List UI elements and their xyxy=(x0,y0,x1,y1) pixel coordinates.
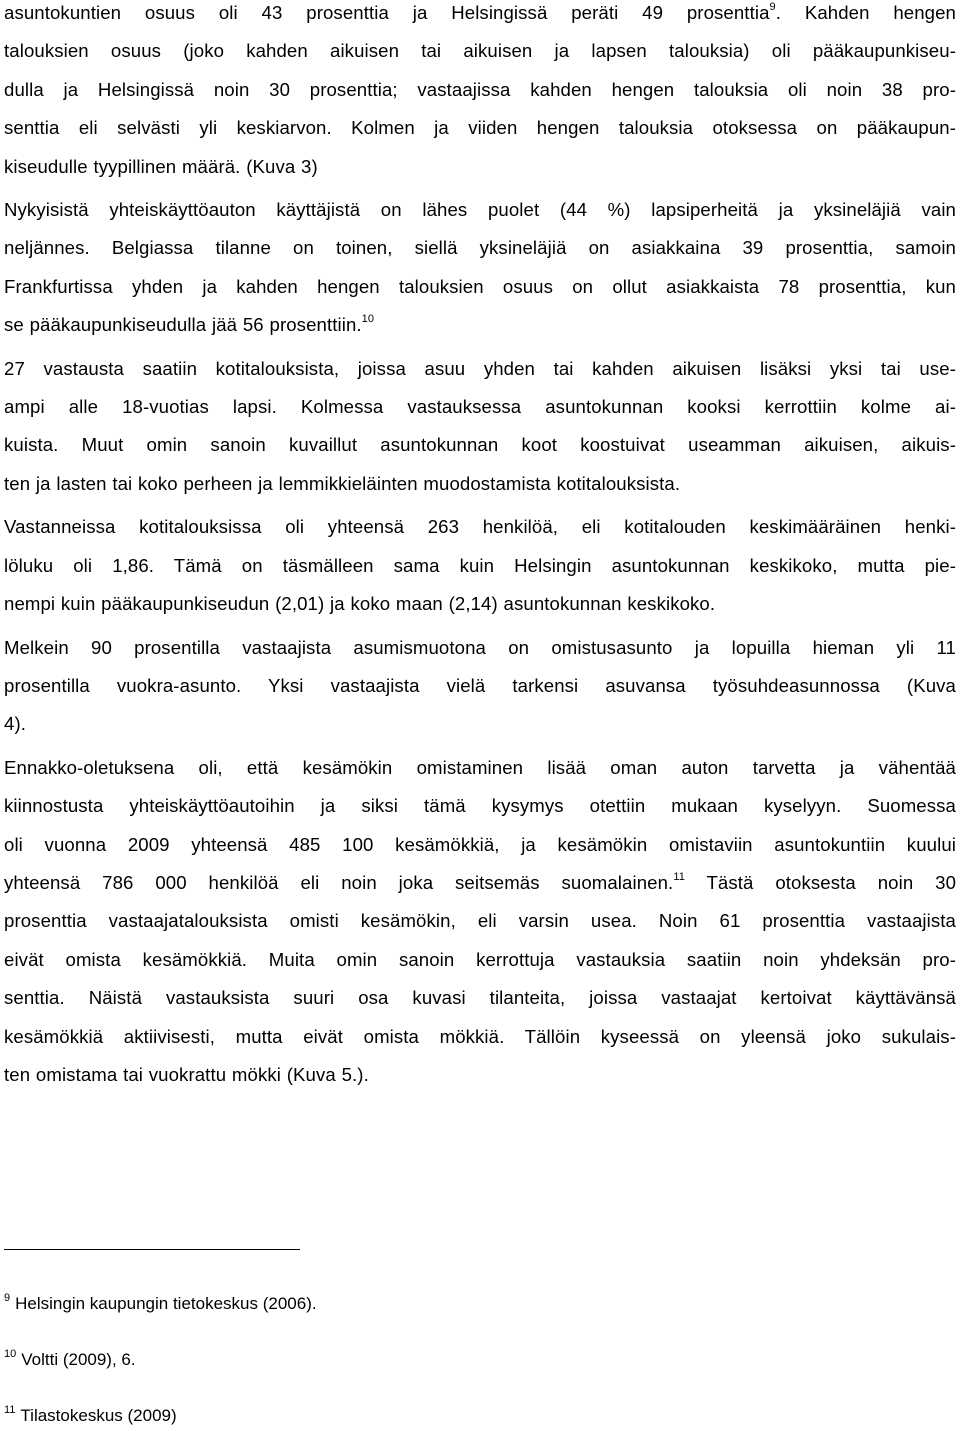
paragraph-6 xyxy=(4,749,956,1095)
footnote-9 xyxy=(4,1294,317,1314)
footnote-reference: 10 xyxy=(361,313,375,326)
text-line: 4). xyxy=(4,713,26,735)
text-line: 27 vastausta saatiin kotitalouksista, joissa asuu yhden tai kahden aikuisen lisäksi yksi tai use- xyxy=(4,357,956,379)
text-line: ten omistama tai vuokrattu mökki (Kuva 5.). xyxy=(4,1063,369,1085)
text-line: senttia. Näistä vastauksista suuri osa kuvasi tilanteita, joissa vastaajat kertoivat käyttävänsä xyxy=(4,987,956,1009)
line-text: yhteensä 786 000 henkilöä eli noin joka seitsemäs suomalainen. xyxy=(4,871,674,893)
paragraph-4 xyxy=(4,508,956,623)
text-line: dulla ja Helsingissä noin 30 prosenttia; vastaajissa kahden hengen talouksia oli noin 38 pro- xyxy=(4,78,956,100)
document-page xyxy=(4,0,956,1094)
footnote-number: 9 xyxy=(4,1292,11,1304)
text-line: Ennakko-oletuksena oli, että kesämökin omistaminen lisää oman auton tarvetta ja vähentää xyxy=(4,756,956,778)
footnote-number: 11 xyxy=(4,1404,16,1416)
footnote-separator xyxy=(4,1249,300,1250)
footnote-text: Tilastokeskus (2009) xyxy=(20,1406,177,1425)
text-line: kuista. Muut omin sanoin kuvaillut asuntokunnan koot koostuivat useamman aikuisen, aikuis- xyxy=(4,434,956,456)
text-line: senttia eli selvästi yli keskiarvon. Kolmen ja viiden hengen talouksia otoksessa on pääkaupun- xyxy=(4,117,956,139)
footnote-text: Helsingin kaupungin tietokeskus (2006). xyxy=(15,1294,317,1313)
paragraph-3 xyxy=(4,350,956,504)
line-text: . Kahden hengen xyxy=(775,2,956,23)
text-line: talouksien osuus (joko kahden aikuisen tai aikuisen ja lapsen talouksia) oli pääkaupunkiseu- xyxy=(4,40,956,62)
footnote-11 xyxy=(4,1406,177,1426)
footnote-reference: 9 xyxy=(769,1,776,13)
text-line: Nykyisistä yhteiskäyttöauton käyttäjistä on lähes puolet (44 %) lapsiperheitä ja yksineläjiä vain xyxy=(4,199,956,221)
text-line: prosentilla vuokra-asunto. Yksi vastaajista vielä tarkensi asuvansa työsuhdeasunnossa (Kuva xyxy=(4,674,956,696)
text-line: Frankfurtissa yhden ja kahden hengen talouksien osuus on ollut asiakkaista 78 prosenttia, kun xyxy=(4,275,956,297)
text-line: Vastanneissa kotitalouksissa oli yhteensä 263 henkilöä, eli kotitalouden keskimääräinen henki- xyxy=(4,516,956,538)
text-line: kiseudulle tyypillinen määrä. (Kuva 3) xyxy=(4,155,318,177)
footnote-reference: 11 xyxy=(673,870,685,883)
line-text: asuntokuntien osuus oli 43 prosenttia ja Helsingissä peräti 49 prosenttia xyxy=(4,2,770,23)
line-text: Tästä otoksesta noin 30 xyxy=(684,871,957,893)
text-line xyxy=(4,864,956,902)
text-line: neljännes. Belgiassa tilanne on toinen, siellä yksineläjiä on asiakkaina 39 prosenttia, samoin xyxy=(4,237,956,259)
text-line: kesämökkiä aktiivisesti, mutta eivät omista mökkiä. Tällöin kyseessä on yleensä joko sukulais- xyxy=(4,1025,956,1047)
text-line: oli vuonna 2009 yhteensä 485 100 kesämökkiä, ja kesämökin omistaviin asuntokuntiin kuului xyxy=(4,833,956,855)
text-line: kiinnostusta yhteiskäyttöautoihin ja siksi tämä kysymys otettiin mukaan kyselyyn. Suomessa xyxy=(4,795,956,817)
text-line: ampi alle 18-vuotias lapsi. Kolmessa vastauksessa asuntokunnan kooksi kerrottiin kolme ai- xyxy=(4,396,956,418)
text-line: nempi kuin pääkaupunkiseudun (2,01) ja koko maan (2,14) asuntokunnan keskikoko. xyxy=(4,593,716,615)
footnote-10 xyxy=(4,1350,136,1370)
footnote-text: Voltti (2009), 6. xyxy=(21,1350,136,1369)
line-text: se pääkaupunkiseudulla jää 56 prosenttiin. xyxy=(4,314,362,336)
text-line xyxy=(4,306,956,344)
text-line xyxy=(4,0,956,32)
paragraph-2 xyxy=(4,191,956,345)
text-line: löluku oli 1,86. Tämä on täsmälleen sama kuin Helsingin asuntokunnan keskikoko, mutta pie- xyxy=(4,554,956,576)
paragraph-1 xyxy=(4,0,956,186)
text-line: Melkein 90 prosentilla vastaajista asumismuotona on omistusasunto ja lopuilla hieman yli 11 xyxy=(4,636,956,658)
text-line: prosenttia vastaajatalouksista omisti kesämökin, eli varsin usea. Noin 61 prosenttia vastaajista xyxy=(4,910,956,932)
footnote-number: 10 xyxy=(4,1348,17,1360)
body-text xyxy=(4,0,956,1094)
text-line: ten ja lasten tai koko perheen ja lemmikkieläinten muodostamista kotitalouksista. xyxy=(4,472,681,494)
text-line: eivät omista kesämökkiä. Muita omin sanoin kerrottuja vastauksia saatiin noin yhdeksän pro- xyxy=(4,948,956,970)
paragraph-5 xyxy=(4,629,956,744)
